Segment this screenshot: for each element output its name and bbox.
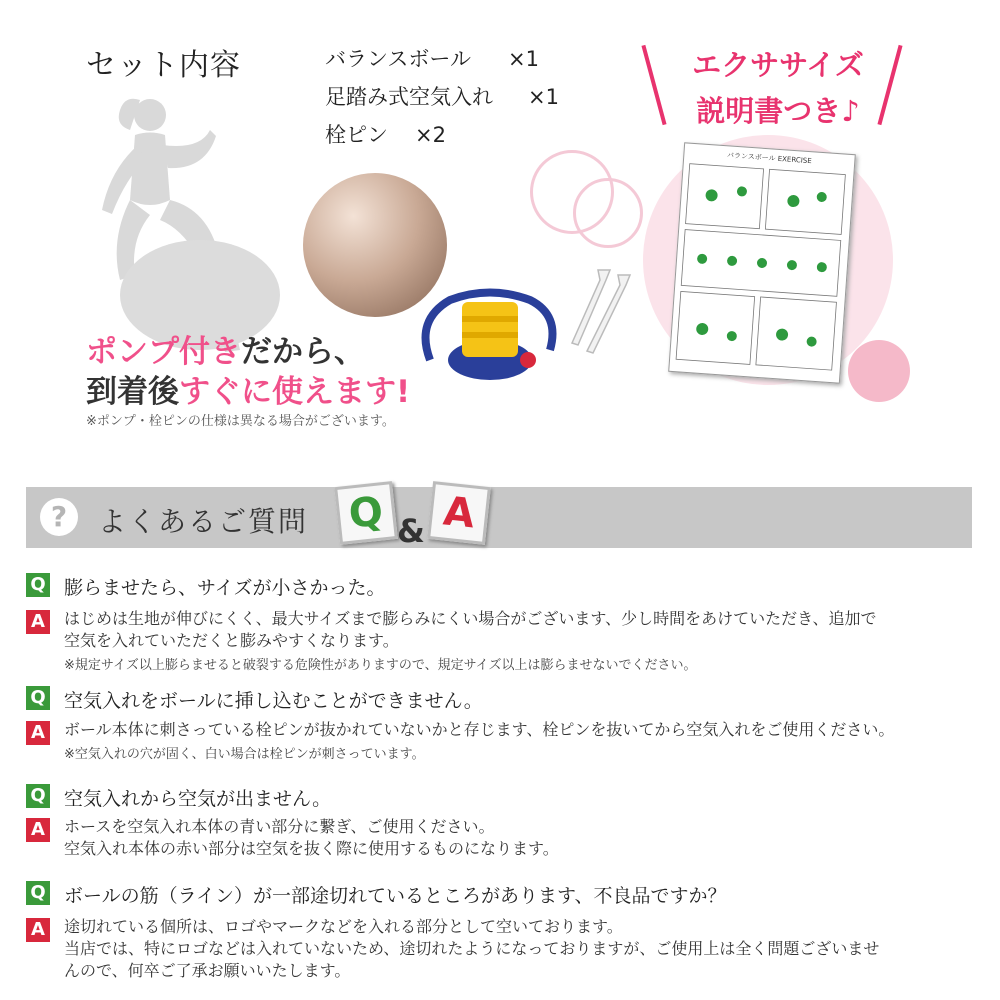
question-label: Q: [26, 686, 50, 710]
ampersand: &: [397, 512, 425, 550]
faq-answer-line: んので、何卒ご了承お願いいたします。: [64, 961, 351, 980]
faq-answer-line: 途切れている個所は、ロゴやマークなどを入れる部分として空いております。: [64, 917, 623, 936]
q-badge: Q: [334, 481, 398, 545]
pump-note-line1-highlight: ポンプ付き: [86, 334, 241, 370]
accent-slash: [641, 45, 666, 125]
question-label: Q: [26, 573, 50, 597]
pump-note-line2-highlight: すぐに使えます!: [179, 374, 411, 410]
pump-included-note: [86, 332, 410, 412]
faq-answer-line: はじめは生地が伸びにくく、最大サイズまで膨らみにくい場合がございます、少し時間をあけていただき、追加で: [64, 609, 877, 628]
a-badge: A: [427, 481, 491, 545]
plug-pins-image: [548, 265, 638, 355]
faq-question: 膨らませたら、サイズが小さかった。: [64, 577, 386, 599]
booklet-illustrations: [670, 157, 852, 378]
set-item-name: バランスボール: [325, 47, 471, 71]
faq-answer-note: ※規定サイズ以上膨らませると破裂する危険性がありますので、規定サイズ以上は膨らませないでください。: [64, 658, 697, 673]
set-item: [325, 40, 539, 78]
set-item-qty: ×2: [415, 123, 446, 147]
answer-label: A: [26, 721, 50, 745]
pump-note-line2: 到着後: [86, 374, 179, 410]
set-item-name: 栓ピン: [325, 123, 388, 147]
pump-spec-disclaimer: ※ポンプ・栓ピンの仕様は異なる場合がございます。: [86, 414, 395, 429]
faq-answer-line: 空気を入れていただくと膨みやすくなります。: [64, 631, 399, 650]
pump-note-line1: だから、: [241, 334, 365, 370]
exercise-label: [678, 42, 878, 134]
set-item: [325, 116, 493, 154]
question-label: Q: [26, 784, 50, 808]
faq-question: ボールの筋（ライン）が一部途切れているところがあります、不良品ですか？: [64, 885, 727, 907]
faq-title: よくあるご質問: [98, 505, 309, 538]
set-items-list: [325, 40, 559, 154]
question-label: Q: [26, 881, 50, 905]
set-item-name: 足踏み式空気入れ: [325, 85, 493, 109]
faq-answer-line: 当店では、特にロゴなどは入れていないため、途切れたようになっておりますが、ご使用上は全く問題ございませ: [64, 939, 880, 958]
question-mark-icon: ?: [40, 498, 78, 536]
exercise-booklet-image: [668, 142, 856, 383]
set-item-qty: ×1: [508, 47, 539, 71]
booklet-title: バランスボール EXERCISE: [726, 151, 812, 166]
answer-label: A: [26, 818, 50, 842]
faq-question: 空気入れから空気が出ません。: [64, 788, 332, 810]
faq-answer-line: 空気入れ本体の赤い部分は空気を抜く際に使用するものになります。: [64, 839, 559, 858]
faq-answer-line: ホースを空気入れ本体の青い部分に繋ぎ、ご使用ください。: [64, 817, 495, 836]
answer-label: A: [26, 918, 50, 942]
answer-label: A: [26, 610, 50, 634]
faq-answer-line: ボール本体に刺さっている栓ピンが抜かれていないかと存じます、栓ピンを抜いてから空気入れをご使用ください。: [64, 720, 895, 739]
foot-pump-image: [410, 280, 570, 390]
faq-answer-note: ※空気入れの穴が固く、白い場合は栓ピンが刺さっています。: [64, 747, 425, 762]
set-contents-title: セット内容: [86, 48, 241, 83]
decorative-circle: [848, 340, 910, 402]
set-item-qty: ×1: [528, 85, 559, 109]
faq-question: 空気入れをボールに挿し込むことができません。: [64, 690, 483, 712]
exercise-label-line1: エクササイズ: [692, 48, 864, 82]
decorative-ring: [573, 178, 643, 248]
exercise-label-line2: 説明書つき♪: [696, 94, 860, 128]
accent-slash: [877, 45, 902, 125]
set-item: [325, 78, 559, 116]
